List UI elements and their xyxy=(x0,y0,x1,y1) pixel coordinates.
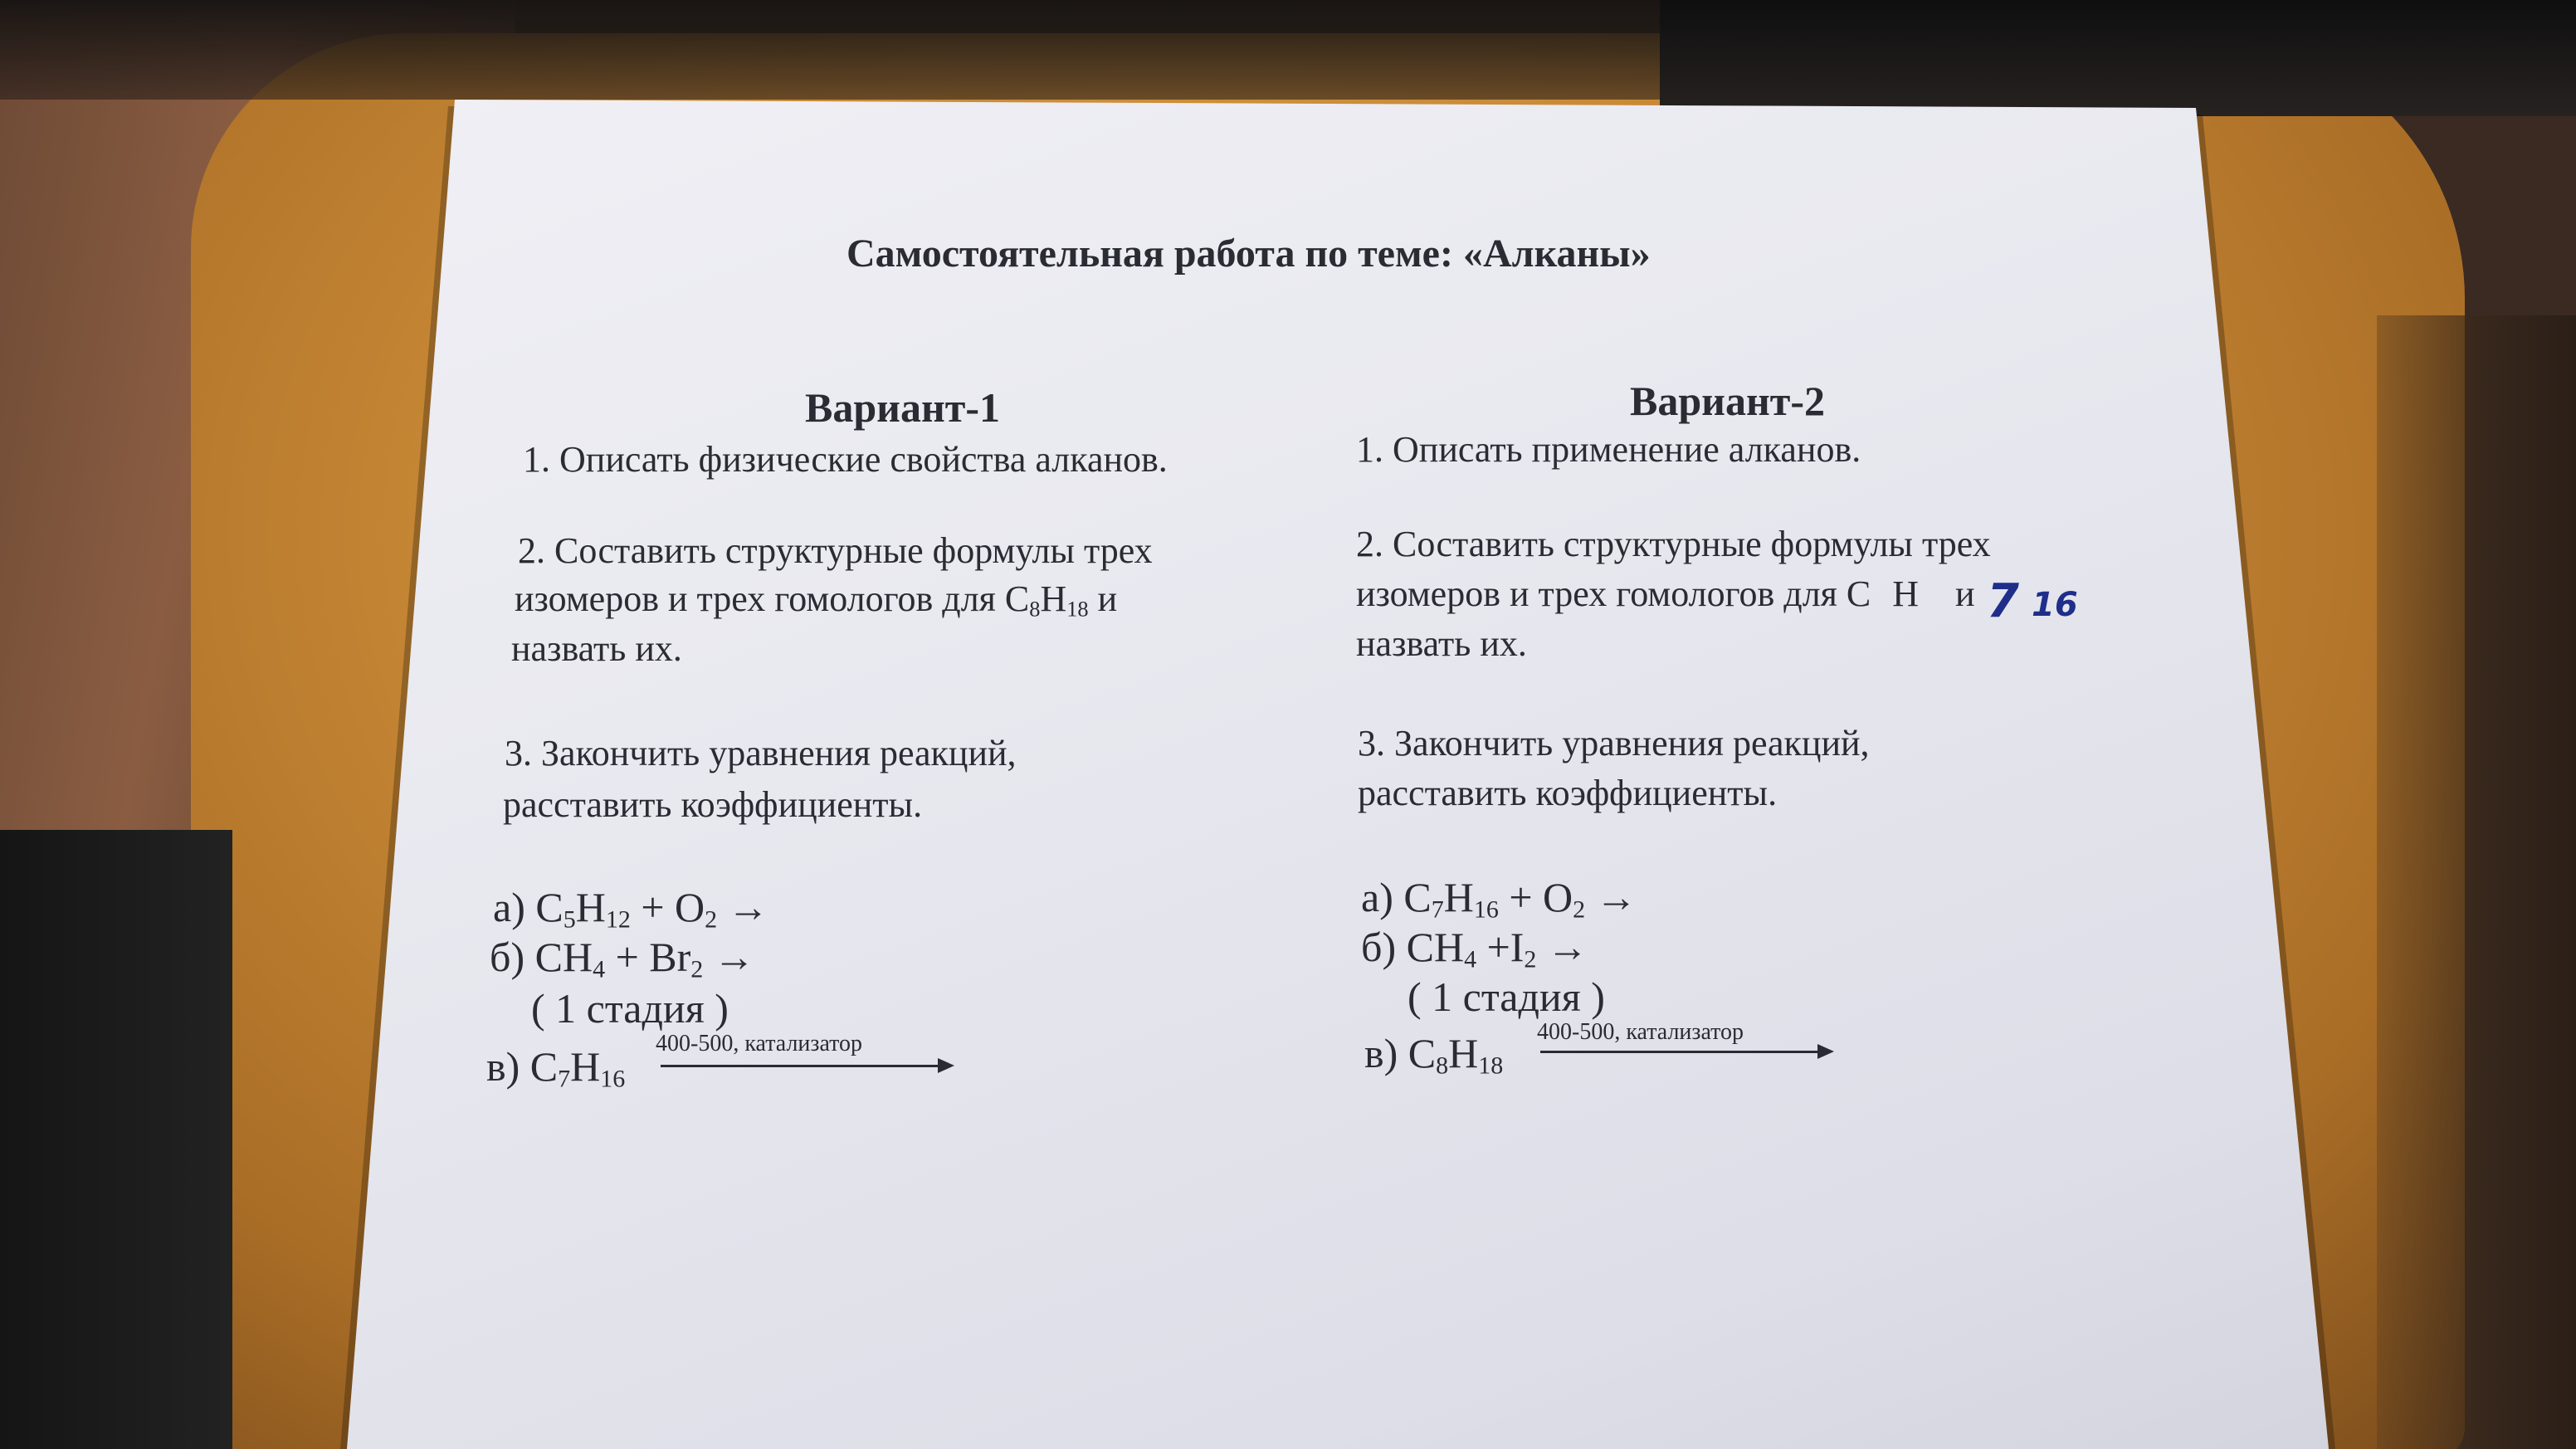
variant-2-equation-c: в) $C_8H_{18}$ xyxy=(1364,1030,1504,1080)
variant-1-heading: Вариант-1 xyxy=(805,384,1000,431)
variant-1-task-1: 1. Описать физические свойства алканов. xyxy=(523,439,1168,480)
variant-1-reaction-condition: 400-500, катализатор xyxy=(656,1031,863,1056)
background-right-shadow xyxy=(2377,315,2576,1449)
variant-1-task-2-line-1: 2. Составить структурные формулы трех xyxy=(518,530,1153,571)
variant-2-reaction-condition: 400-500, катализатор xyxy=(1537,1019,1744,1045)
dark-cloth-left xyxy=(0,830,232,1449)
variant-2-equation-b-note: ( 1 стадия ) xyxy=(1408,973,1605,1020)
variant-2-task-3-line-1: 3. Закончить уравнения реакций, xyxy=(1358,723,1870,764)
variant-1-equation-c: в) $C_7H_{16}$ xyxy=(486,1043,626,1093)
variant-2-heading: Вариант-2 xyxy=(1630,378,1825,424)
variant-1-reaction-arrow xyxy=(661,1065,951,1067)
variant-1-task-2-line-3: назвать их. xyxy=(511,628,682,669)
worksheet-title: Самостоятельная работа по теме: «Алканы» xyxy=(846,232,1651,276)
handwritten-digit-7: 7 xyxy=(1987,574,2019,628)
variant-1-task-3-line-1: 3. Закончить уравнения реакций, xyxy=(505,733,1017,773)
variant-1-equation-a: а) $C_5H_{12} + O_2$ → xyxy=(493,884,769,934)
variant-2-task-2-line-1: 2. Составить структурные формулы трех xyxy=(1356,524,1991,564)
variant-2-reaction-arrow xyxy=(1540,1051,1831,1053)
variant-1-task-3-line-2: расставить коэффициенты. xyxy=(503,784,923,825)
variant-2-task-2-line-2: изомеров и трех гомологов для C H и xyxy=(1356,573,1975,614)
variant-2-task-2-line-3: назвать их. xyxy=(1356,623,1527,664)
variant-1-equation-b-note: ( 1 стадия ) xyxy=(531,985,729,1032)
variant-1-task-2-line-2: изомеров и трех гомологов для $C_8H_{18}$ и xyxy=(515,578,1118,622)
variant-2-task-3-line-2: расставить коэффициенты. xyxy=(1358,773,1778,813)
variant-2-task-1: 1. Описать применение алканов. xyxy=(1356,429,1861,470)
variant-1-equation-b: б) $CH_4 + Br_2$ → xyxy=(490,934,755,983)
formula-corrected: C H xyxy=(1846,573,1920,614)
handwritten-digits-16: 16 xyxy=(2032,586,2078,624)
variant-2-equation-a: а) $C_7H_{16} + O_2$ → xyxy=(1361,874,1637,924)
dark-cloth-top-right xyxy=(1660,0,2576,116)
variant-2-equation-b: б) $CH_4 +I_2$ → xyxy=(1361,924,1588,973)
formula-c8h18: $C_8H_{18}$ xyxy=(1004,578,1089,622)
